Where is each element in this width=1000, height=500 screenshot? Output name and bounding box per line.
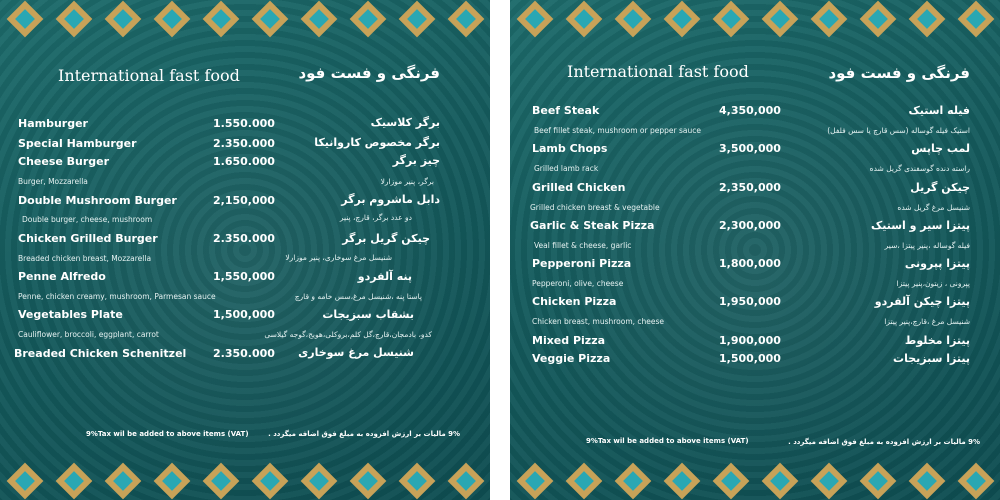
item-name-en: Garlic & Steak Pizza [530, 219, 655, 232]
geometric-star-icon [57, 2, 91, 36]
item-price: 1,550,000 [213, 270, 275, 283]
vat-note-en: 9%Tax wil be added to above items (VAT) [586, 437, 749, 445]
item-name-en: Lamb Chops [532, 142, 608, 155]
geometric-star-icon [910, 2, 944, 36]
item-name-en: Double Mushroom Burger [18, 194, 177, 207]
item-description-fa: شنیسل مرغ سوخاری، پنیر موزارلا [285, 253, 392, 262]
item-description-en: Grilled lamb rack [534, 164, 599, 173]
geometric-star-icon [302, 464, 336, 498]
geometric-star-icon [567, 464, 601, 498]
item-price: 2,300,000 [719, 219, 781, 232]
item-price: 1,900,000 [719, 334, 781, 347]
item-name-fa: فیله استیک [908, 104, 970, 117]
item-price: 1,500,000 [213, 308, 275, 321]
item-name-en: Vegetables Plate [18, 308, 123, 321]
item-name-fa: پیتزا پپرونی [904, 257, 970, 270]
top-ornament-border [510, 0, 1000, 38]
item-description-en: Double burger, cheese, mushroom [22, 215, 153, 224]
vat-note-fa: 9% مالیات بر ارزش افزوده به مبلغ فوق اضافه میگردد . [268, 430, 460, 438]
geometric-star-icon [861, 2, 895, 36]
geometric-star-icon [204, 464, 238, 498]
item-description-fa: راسته دنده گوسفندی گریل شده [869, 164, 970, 173]
item-description-en: Penne, chicken creamy, mushroom, Parmesan sauce [18, 292, 216, 301]
item-description-fa: پپرونی ، زیتون،پنیر پیتزا [896, 279, 970, 288]
menu-page-left [0, 0, 490, 500]
item-name-fa: برگر مخصوص کاروانیکا [314, 136, 440, 149]
item-description-en: Veal fillet & cheese, garlic [534, 241, 632, 250]
bottom-ornament-border [510, 462, 1000, 500]
vat-note-en: 9%Tax wil be added to above items (VAT) [86, 430, 249, 438]
item-description-en: Beef fillet steak, mushroom or pepper sauce [534, 126, 701, 135]
item-name-en: Hamburger [18, 117, 88, 130]
item-description-fa: شنیسل مرغ گریل شده [897, 203, 970, 212]
menu-title-fa: فرنگی و فست فود [828, 64, 970, 82]
geometric-star-icon [665, 2, 699, 36]
geometric-star-icon [351, 2, 385, 36]
item-name-fa: پیتزا سیر و استیک [870, 219, 970, 232]
menu-page-right [510, 0, 1000, 500]
item-price: 1.550.000 [213, 117, 275, 130]
geometric-star-icon [400, 464, 434, 498]
item-name-en: Penne Alfredo [18, 270, 106, 283]
item-name-fa: پیتزا سبزیجات [893, 352, 970, 365]
item-name-en: Beef Steak [532, 104, 600, 117]
menu-title-en: International fast food [567, 62, 749, 81]
geometric-star-icon [812, 2, 846, 36]
item-name-fa: چیز برگر [392, 154, 440, 167]
item-description-fa: برگر، پنیر موزارلا [380, 177, 434, 186]
item-price: 1,950,000 [719, 295, 781, 308]
item-name-fa: پیتزا چیکن آلفردو [874, 295, 970, 308]
geometric-star-icon [400, 2, 434, 36]
item-name-en: Grilled Chicken [532, 181, 626, 194]
geometric-star-icon [253, 2, 287, 36]
item-name-fa: برگر کلاسیک [370, 116, 440, 129]
item-description-fa: کدو، بادمجان،قارچ،گل کلم،بروکلی،هویج،گوجه گیلاسی [264, 330, 432, 339]
geometric-star-icon [204, 2, 238, 36]
item-name-en: Breaded Chicken Schenitzel [14, 347, 187, 360]
item-name-en: Veggie Pizza [532, 352, 611, 365]
geometric-star-icon [106, 464, 140, 498]
item-name-fa: پیتزا مخلوط [904, 334, 970, 347]
geometric-star-icon [518, 464, 552, 498]
item-name-fa: بشقاب سبزیجات [322, 308, 414, 321]
item-description-fa: استیک فیله گوساله (سس قارچ یا سس فلفل) [827, 126, 970, 135]
item-description-fa: شنیسل مرغ ،قارچ،پنیر پیتزا [884, 317, 970, 326]
item-price: 1,800,000 [719, 257, 781, 270]
bottom-ornament-border [0, 462, 490, 500]
geometric-star-icon [861, 464, 895, 498]
geometric-star-icon [106, 2, 140, 36]
item-price: 4,350,000 [719, 104, 781, 117]
geometric-star-icon [616, 2, 650, 36]
top-ornament-border [0, 0, 490, 38]
geometric-star-icon [616, 464, 650, 498]
geometric-star-icon [302, 2, 336, 36]
item-name-fa: لمب چاپس [911, 142, 970, 155]
geometric-star-icon [155, 2, 189, 36]
item-description-en: Grilled chicken breast & vegetable [530, 203, 660, 212]
item-description-en: Pepperoni, olive, cheese [532, 279, 624, 288]
item-price: 1,500,000 [719, 352, 781, 365]
item-description-fa: دو عدد برگر، قارچ، پنیر [339, 213, 412, 222]
item-price: 2.350.000 [213, 347, 275, 360]
geometric-star-icon [714, 464, 748, 498]
item-description-fa: فیله گوساله ،پنیر پیتزا ،سیر [884, 241, 970, 250]
geometric-star-icon [567, 2, 601, 36]
item-name-fa: چیکن گریل برگر [342, 232, 430, 245]
geometric-star-icon [714, 2, 748, 36]
geometric-star-icon [763, 464, 797, 498]
item-description-en: Burger, Mozzarella [18, 177, 88, 186]
item-price: 3,500,000 [719, 142, 781, 155]
vat-note-fa: 9% مالیات بر ارزش افزوده به مبلغ فوق اضافه میگردد . [788, 438, 980, 446]
item-description-en: Chicken breast, mushroom, cheese [532, 317, 665, 326]
geometric-star-icon [449, 2, 483, 36]
item-description-fa: پاستا پنه ،شنیسل مرغ،سس خامه و قارچ [294, 292, 422, 301]
item-price: 2,150,000 [213, 194, 275, 207]
item-description-en: Cauliflower, broccoli, eggplant, carrot [18, 330, 159, 339]
item-name-en: Mixed Pizza [532, 334, 606, 347]
geometric-star-icon [57, 464, 91, 498]
item-name-fa: چیکن گریل [910, 181, 970, 194]
item-name-en: Chicken Grilled Burger [18, 232, 158, 245]
menu-title-en: International fast food [58, 66, 240, 85]
geometric-star-icon [959, 2, 993, 36]
geometric-star-icon [8, 2, 42, 36]
geometric-star-icon [665, 464, 699, 498]
item-description-en: Breaded chicken breast, Mozzarella [18, 254, 152, 263]
geometric-star-icon [155, 464, 189, 498]
item-price: 2.350.000 [213, 137, 275, 150]
geometric-star-icon [812, 464, 846, 498]
item-price: 1.650.000 [213, 155, 275, 168]
item-name-fa: شنیسل مرغ سوخاری [298, 346, 414, 359]
item-name-en: Cheese Burger [18, 155, 110, 168]
geometric-star-icon [518, 2, 552, 36]
item-name-fa: پنه آلفردو [357, 270, 412, 283]
geometric-star-icon [910, 464, 944, 498]
geometric-star-icon [8, 464, 42, 498]
item-price: 2.350.000 [213, 232, 275, 245]
menu-title-fa: فرنگی و فست فود [298, 64, 440, 82]
geometric-star-icon [763, 2, 797, 36]
item-name-en: Pepperoni Pizza [532, 257, 632, 270]
item-price: 2,350,000 [719, 181, 781, 194]
item-name-en: Special Hamburger [18, 137, 137, 150]
geometric-star-icon [253, 464, 287, 498]
item-name-fa: دابل ماشروم برگر [341, 193, 440, 206]
geometric-star-icon [351, 464, 385, 498]
geometric-star-icon [449, 464, 483, 498]
item-name-en: Chicken Pizza [532, 295, 617, 308]
geometric-star-icon [959, 464, 993, 498]
